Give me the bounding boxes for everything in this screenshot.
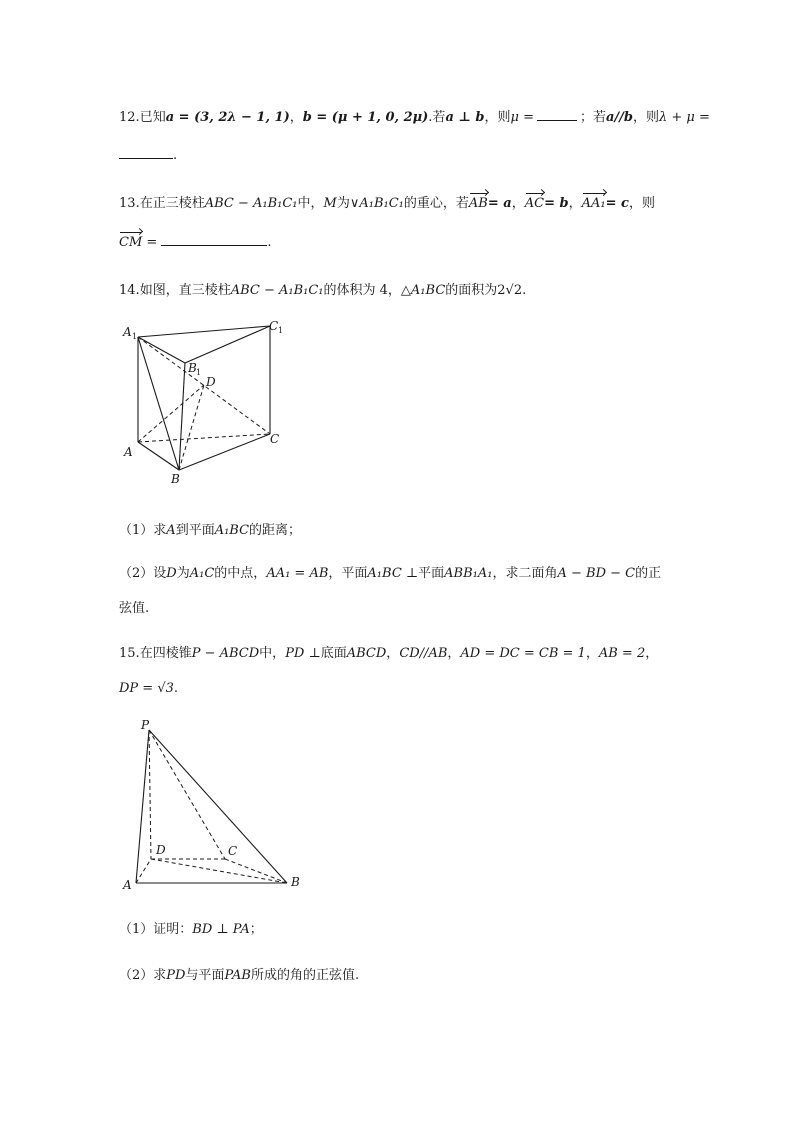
edge-a1-b [138, 337, 179, 470]
q15-stem-line2: DP = √3. [119, 681, 179, 696]
q12-vector-a: a = (3, 2λ − 1, 1) [165, 110, 290, 125]
q14-number: 14. [119, 283, 140, 298]
label-b: B [291, 875, 300, 889]
vector-ac: AC [524, 196, 545, 211]
svg-text:1: 1 [196, 368, 202, 377]
q13-line2: CM = . [119, 235, 272, 250]
svg-text:1: 1 [278, 326, 284, 335]
edge-p-d [149, 730, 151, 859]
q12-line2: . [119, 146, 177, 165]
edge-a-b [138, 442, 179, 470]
edge-d-b [151, 859, 287, 883]
edge-b-c [179, 434, 270, 470]
label-p: P [141, 718, 150, 732]
label-a: A [124, 445, 133, 459]
edge-p-b [149, 730, 287, 883]
q14-part2-line1: （2）设D为A₁C的中点，AA₁ = AB，平面A₁BC ⊥平面ABB₁A₁，求二面角A − BD − C的正 [119, 566, 662, 581]
q12-line1: 12.已知a = (3, 2λ − 1, 1)，b = (μ + 1, 0, 2μ).若a ⊥ b，则μ = ；若a//b，则λ + μ = [119, 110, 710, 125]
q15-part1: （1）证明：BD ⊥ PA； [119, 922, 263, 937]
label-d: D [206, 375, 216, 389]
edge-p-a [136, 730, 149, 883]
q12-vector-b: b = (μ + 1, 0, 2μ) [302, 110, 429, 125]
q14-part1: （1）求A到平面A₁BC的距离； [119, 523, 302, 538]
q13-blank[interactable] [161, 233, 267, 246]
vector-aa1: AA₁ [581, 196, 606, 211]
q15-stem-line1: 15.在四棱锥P − ABCD中，PD ⊥底面ABCD，CD//AB，AD = DC = CB = 1，AB = 2， [119, 646, 659, 661]
label-b: B [171, 472, 180, 486]
edge-p-c [149, 730, 225, 859]
q14-part2-line2: 弦值. [119, 601, 150, 616]
label-a: A [123, 878, 132, 892]
q12-number: 12. [119, 110, 140, 125]
label-c: C [270, 432, 280, 446]
edge-c-b [225, 859, 287, 883]
label-d: D [156, 843, 166, 857]
q14-stem: 14.如图，直三棱柱ABC − A₁B₁C₁的体积为 4，△A₁BC的面积为2√2. [119, 283, 527, 298]
label-c: C [228, 844, 238, 858]
label-c1: C [269, 319, 279, 333]
label-b1: B [188, 361, 197, 375]
q12-blank-2[interactable] [119, 146, 173, 159]
q12-blank-1[interactable] [537, 108, 577, 121]
q13-number: 13. [119, 196, 140, 211]
figure-pyramid [115, 715, 315, 895]
q13-line1: 13.在正三棱柱ABC − A₁B₁C₁中，M为∨A₁B₁C₁的重心，若AB= a，AC= b，AA₁= c，则 [119, 196, 655, 211]
edge-a-d [138, 385, 204, 442]
figure-prism [115, 315, 295, 490]
q15-number: 15. [119, 646, 140, 661]
vector-cm: CM [119, 235, 143, 250]
label-a1: A [123, 325, 132, 339]
vector-ab: AB [468, 196, 488, 211]
q15-part2: （2）求PD与平面PAB所成的角的正弦值. [119, 968, 360, 983]
edge-a1-c1 [138, 326, 270, 337]
edge-a-c [138, 434, 270, 442]
svg-text:1: 1 [132, 332, 138, 341]
